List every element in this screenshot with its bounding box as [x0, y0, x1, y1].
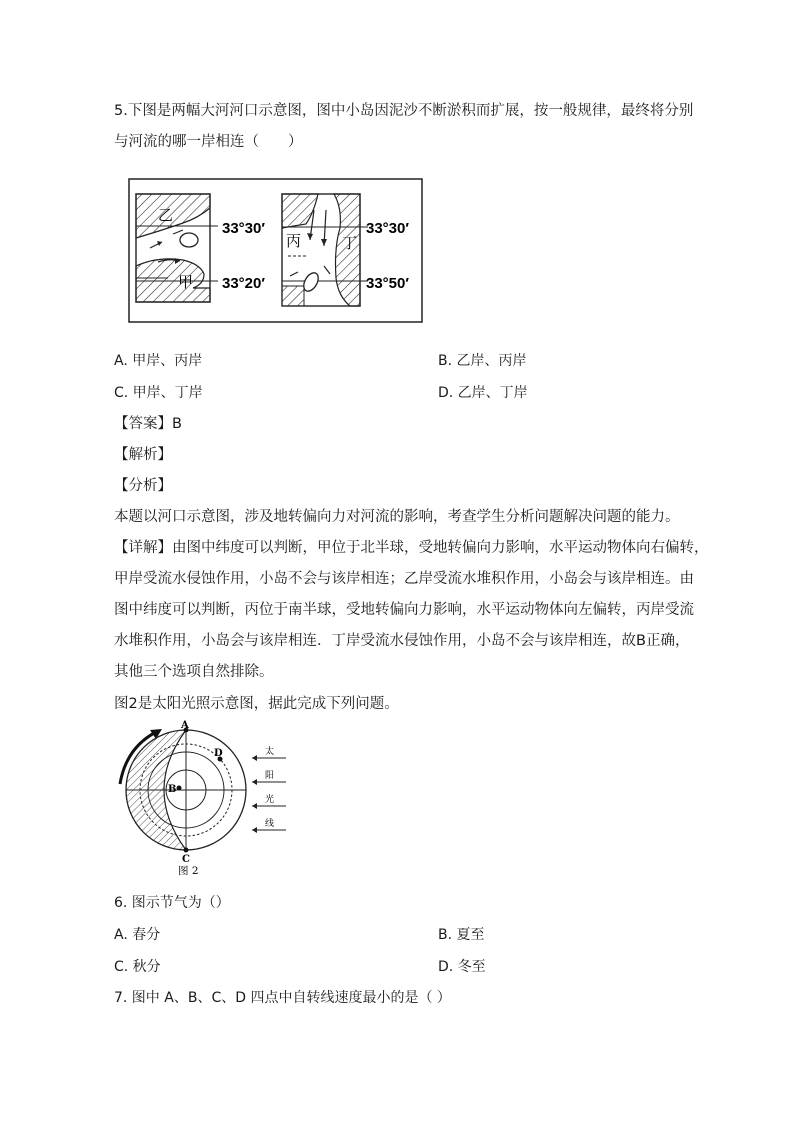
q6-option-c: C. 秋分 [114, 959, 161, 975]
q5-answer: 【答案】B [114, 416, 182, 432]
q5-option-a: A. 甲岸、丙岸 [114, 353, 203, 369]
q5-analysis-title: 【解析】 [114, 447, 172, 463]
q5-fenxi-text: 本题以河口示意图，涉及地转偏向力对河流的影响，考查学生分析问题解决问题的能力。 [114, 509, 680, 525]
bank-bing-label: 丙 [286, 232, 302, 250]
q5-detail-line5: 其他三个选项自然排除。 [114, 664, 274, 680]
intro-line: 图2是太阳光照示意图，据此完成下列问题。 [114, 696, 399, 712]
q6-option-b: B. 夏至 [438, 927, 485, 943]
q5-stem-line1: 5.下图是两幅大河河口示意图，图中小岛因泥沙不断淤积而扩展，按一般规律，最终将分别 [114, 103, 694, 119]
point-a-label: A [181, 720, 189, 731]
sunlight-label-3: 光 [265, 795, 275, 805]
q5-option-b: B. 乙岸、丙岸 [438, 353, 527, 369]
right-lat-bottom: 33°50′ [366, 275, 409, 292]
sunlight-label-1: 太 [265, 747, 275, 757]
figure-caption: 图 2 [178, 865, 199, 877]
right-lat-top: 33°30′ [366, 220, 409, 237]
q5-option-c: C. 甲岸、丁岸 [114, 385, 203, 401]
q5-detail-line3: 图中纬度可以判断，丙位于南半球，受地转偏向力影响，水平运动物体向左偏转，丙岸受流 [114, 602, 694, 618]
q6-option-d: D. 冬至 [438, 959, 486, 975]
estuary-figure [128, 178, 424, 324]
sunlight-label-2: 阳 [265, 771, 275, 781]
q5-detail-line4: 水堆积作用，小岛会与该岸相连．丁岸受流水侵蚀作用，小岛不会与该岸相连，故B正确， [114, 633, 690, 649]
q7-stem: 7. 图中 A、B、C、D 四点中自转线速度最小的是（ ） [114, 990, 451, 1006]
left-lat-top: 33°30′ [222, 220, 265, 237]
sunlight-figure [112, 720, 302, 878]
sunlight-label-4: 线 [265, 819, 275, 829]
q6-option-a: A. 春分 [114, 927, 161, 943]
point-b-label: B [168, 784, 177, 795]
left-lat-bottom: 33°20′ [222, 275, 265, 292]
q5-fenxi-title: 【分析】 [114, 478, 172, 494]
q5-stem-line2: 与河流的哪一岸相连（ ） [114, 134, 303, 150]
point-d-label: D [214, 748, 223, 759]
q5-option-d: D. 乙岸、丁岸 [438, 385, 528, 401]
q5-detail-line1: 【详解】由图中纬度可以判断，甲位于北半球，受地转偏向力影响，水平运动物体向右偏转， [114, 540, 709, 556]
left-island [180, 233, 198, 247]
point-c-label: C [182, 854, 190, 865]
bank-ding-label: 丁 [342, 234, 358, 252]
q6-stem: 6. 图示节气为（） [114, 895, 230, 911]
q5-detail-line2: 甲岸受流水侵蚀作用，小岛不会与该岸相连；乙岸受流水堆积作用，小岛会与该岸相连。由 [114, 571, 694, 587]
bank-jia-label: 甲 [178, 273, 194, 291]
bank-yi-label: 乙 [158, 206, 174, 224]
